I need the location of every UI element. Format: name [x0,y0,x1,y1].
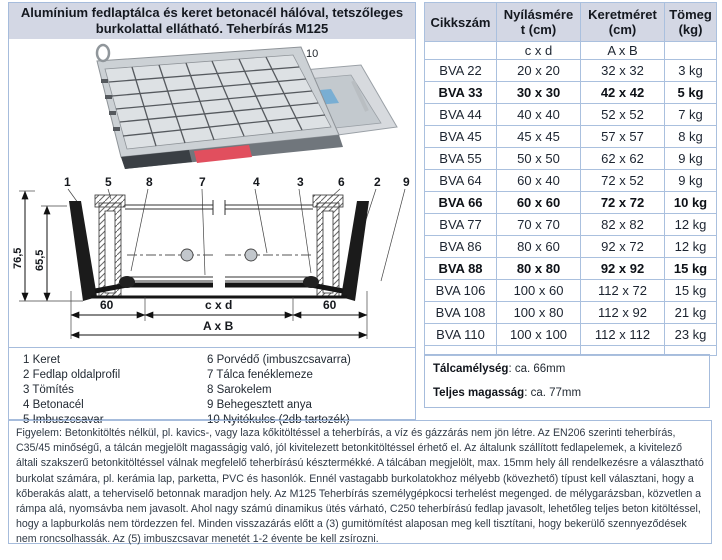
dim-frame-size: A x B [203,319,234,333]
legend-item: 8 Sarokelem [207,384,272,396]
cell-frame: 92 x 72 [581,236,665,258]
cell-code: BVA 108 [425,302,497,324]
cell-weight: 8 kg [665,126,717,148]
photo-callout-10: 10 [306,48,319,60]
callout-7: 7 [199,175,206,189]
table-row [425,192,717,214]
cell-weight: 15 kg [665,280,717,302]
cell-frame: 72 x 72 [581,192,665,214]
cell-opening: 20 x 20 [497,60,581,82]
col-header-opening-l2: t (cm) [520,22,557,37]
cell-code: BVA 44 [425,104,497,126]
subheader-opening: c x d [497,42,581,60]
cell-opening: 100 x 80 [497,302,581,324]
hole-right [245,249,257,261]
legend-item: 9 Behegesztett anya [207,399,312,411]
cell-code: BVA 22 [425,60,497,82]
legend-item: 1 Keret [23,354,61,366]
table-row [425,302,717,324]
callout-8: 8 [146,175,153,189]
callout-4: 4 [253,175,260,189]
cell-frame: 112 x 72 [581,280,665,302]
cell-opening: 70 x 70 [497,214,581,236]
cell-opening: 80 x 80 [497,258,581,280]
cell-opening: 50 x 50 [497,148,581,170]
cell-opening: 30 x 30 [497,82,581,104]
cell-code: BVA 88 [425,258,497,280]
col-header-code: Cikkszám [425,3,497,42]
table-row [425,104,717,126]
cell-weight: 12 kg [665,214,717,236]
legend-item: 2 Fedlap oldalprofil [23,369,121,381]
base-flange-left [95,285,213,291]
col-header-frame-l1: Keretméret [588,7,657,22]
cell-weight: 3 kg [665,60,717,82]
table-row [425,82,717,104]
table-subheader-row [425,42,717,60]
legend-item: 4 Betonacél [23,399,84,411]
cell-weight: 10 kg [665,192,717,214]
frame-profile-left [69,201,97,301]
cell-code: BVA 106 [425,280,497,302]
cell-code: BVA 86 [425,236,497,258]
spec-depth-value: : ca. 66mm [508,363,566,375]
tray-plates [125,200,313,281]
spec-height [433,387,709,399]
legend-item: 3 Tömítés [23,384,74,396]
subheader-frame: A x B [581,42,665,60]
cell-blank [425,42,497,60]
warning-note: Figyelem: Betonkitöltés nélkül, pl. kavics-, vagy laza kőkitöltéssel a teherbírás, a víz és gázzárás nem jön létre. Az EN206 szerinti teherbírás, C35/45 minőségű, a tálcán megjelölt magasságig való, jól kivitelezett betonkitöltéssel érhető el. Az általunk szállított fedlapelemek, a kivitelező általi szakszerű betonkitöltéssel válnak megfelelő teherbírású késztermékké. A tálcában megjelölt, max. 15mm hely áll rendelkezésre a választható burkolat számára, pl. kerámia lap, parketta, PVC és hasonlók. Ennél vastagabb burkolatokhoz mélyebb (kövezhető) típust kell választani, hogy a kőberakás alatt, a teherviselő betonnak maradjon hely. Az M125 Teherbírás személygépkocsi terhelést megenged. de mélygarázsban, közvetlen a rámpa alá, nyomsávba nem javasolt. Ahol nagy számú dinamikus ütés várható, C250 teherbírású fedlap javasolt, lehetőleg teljes beton kitöltéssel, hogy a lapburkolás nem tördezzen fel. Minden visszazárás előtt a (3) gumitömítést alaposan meg kell tisztítani, hogy bekerülő szennyeződések nem roncsolhassák. Az (5) imbuszcsavar menetét 1-2 évente be kell zsírozni. [8,420,712,544]
cell-opening: 60 x 60 [497,192,581,214]
cell-code: BVA 45 [425,126,497,148]
legend-item: 10 Nyitókulcs (2db tartozék) [207,414,350,426]
table-row [425,60,717,82]
hole-left [181,249,193,261]
col-header-opening [497,3,581,42]
cell-frame: 72 x 52 [581,170,665,192]
legend-item: 5 Imbuszcsavar [23,414,104,426]
spec-depth-label: Tálcamélység [433,363,509,375]
cell-frame: 82 x 82 [581,214,665,236]
cell-opening: 100 x 100 [497,324,581,346]
base-flange-right [225,285,343,291]
cell-opening: 80 x 60 [497,236,581,258]
cell-blank [665,42,717,60]
cell-frame: 32 x 32 [581,60,665,82]
cell-weight: 23 kg [665,324,717,346]
callout-6: 6 [338,175,345,189]
page-title: Alumínium fedlaptálca és keret betonacél hálóval, tetszőleges burkolattal ellátható. Teherbírás M125 [8,2,416,40]
cell-code: BVA 64 [425,170,497,192]
callout-1: 1 [64,175,71,189]
dim-opening: c x d [205,298,233,312]
cell-frame: 112 x 112 [581,324,665,346]
cell-frame: 112 x 92 [581,302,665,324]
cell-opening: 60 x 40 [497,170,581,192]
cell-opening: 100 x 60 [497,280,581,302]
col-header-weight [665,3,717,42]
size-table [424,2,717,356]
table-row [425,324,717,346]
cell-weight: 15 kg [665,258,717,280]
cell-weight: 7 kg [665,104,717,126]
table-header-row [425,3,717,42]
cell-weight: 9 kg [665,148,717,170]
legend-item: 7 Tálca fenéklemeze [207,369,313,381]
cross-section-drawing [12,175,410,339]
spec-height-label: Teljes magasság [433,387,525,399]
cell-code: BVA 77 [425,214,497,236]
cell-opening: 40 x 40 [497,104,581,126]
cell-weight: 12 kg [665,236,717,258]
cell-code: BVA 110 [425,324,497,346]
table-row [425,280,717,302]
table-row [425,258,717,280]
callout-9: 9 [403,175,410,189]
legend-column-right [207,353,351,428]
technical-drawing [9,39,415,347]
col-header-weight-l2: (kg) [678,22,703,37]
table-row [425,126,717,148]
dim-border-left: 60 [100,298,114,312]
drawing-area [8,39,416,347]
callout-2: 2 [374,175,381,189]
col-header-frame-l2: (cm) [608,22,637,37]
cell-frame: 62 x 62 [581,148,665,170]
callout-3: 3 [297,175,304,189]
callout-5: 5 [105,175,112,189]
dim-tray-depth: 65,5 [34,249,46,271]
cell-frame: 57 x 57 [581,126,665,148]
col-header-opening-l1: Nyílásmére [503,7,574,22]
product-photo [97,45,397,169]
spec-height-value: : ca. 77mm [524,387,582,399]
cell-code: BVA 55 [425,148,497,170]
spec-block [424,354,710,408]
lifting-ring [97,45,109,61]
cell-frame: 42 x 42 [581,82,665,104]
frame-profile-right [341,201,369,301]
gasket-right [303,276,319,288]
parts-legend [8,347,416,426]
cell-frame: 92 x 92 [581,258,665,280]
cell-weight: 9 kg [665,170,717,192]
size-table-wrap [424,2,716,356]
cell-weight: 21 kg [665,302,717,324]
cell-code: BVA 33 [425,82,497,104]
legend-column-left [23,353,120,428]
table-row [425,214,717,236]
dim-total-height: 76,5 [12,247,24,269]
cell-weight: 5 kg [665,82,717,104]
cell-frame: 52 x 52 [581,104,665,126]
dim-border-right: 60 [323,298,337,312]
gasket-left [119,276,135,288]
col-header-weight-l1: Tömeg [669,7,712,22]
cell-opening: 45 x 45 [497,126,581,148]
table-row [425,170,717,192]
table-row [425,236,717,258]
col-header-frame [581,3,665,42]
legend-item: 6 Porvédő (imbuszcsavarra) [207,354,351,366]
table-row [425,148,717,170]
spec-depth [433,363,709,375]
cell-code: BVA 66 [425,192,497,214]
